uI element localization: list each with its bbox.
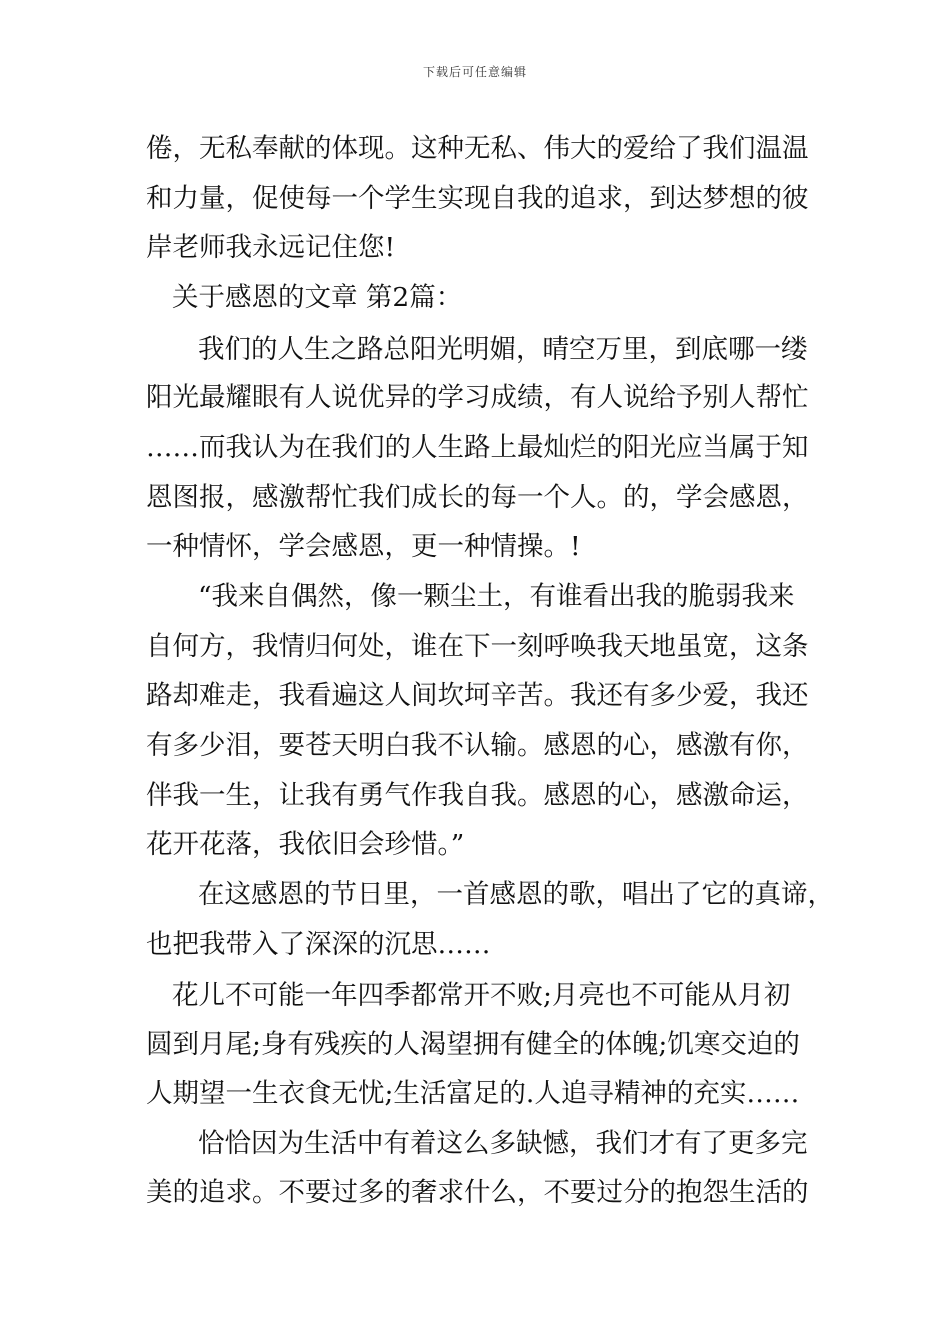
text-line: 一种情怀，学会感恩，更一种情操。!: [146, 531, 581, 562]
text-line: 花开花落，我依旧会珍惜。”: [146, 829, 465, 860]
text-line: 花儿不可能一年四季都常开不败;月亮也不可能从月初: [172, 980, 791, 1011]
page-header-note: 下载后可任意编辑: [422, 65, 527, 79]
text-line: “我来自偶然，像一颗尘土，有谁看出我的脆弱我来: [198, 581, 795, 612]
text-line: 岸老师我永远记住您!: [146, 232, 396, 263]
text-line: 恩图报，感激帮忙我们成长的每一个人。的，学会感恩，: [146, 482, 809, 513]
text-line: ……而我认为在我们的人生路上最灿烂的阳光应当属于知: [146, 432, 809, 463]
text-line: 我们的人生之路总阳光明媚，晴空万里，到底哪一缕: [198, 334, 808, 365]
text-line: 路却难走，我看遍这人间坎坷辛苦。我还有多少爱，我还: [146, 680, 809, 711]
text-line: 阳光最耀眼有人说优异的学习成绩，有人说给予别人帮忙: [146, 382, 809, 413]
text-line: 也把我带入了深深的沉思……: [146, 929, 491, 960]
text-line: 在这感恩的节日里，一首感恩的歌，唱出了它的真谛，: [198, 879, 834, 910]
text-line: 自何方，我情归何处，谁在下一刻呼唤我天地虽宽，这条: [146, 631, 809, 662]
text-line: 美的追求。不要过多的奢求什么，不要过分的抱怨生活的: [146, 1177, 809, 1208]
text-line: 圆到月尾;身有残疾的人渴望拥有健全的体魄;饥寒交迫的: [146, 1029, 800, 1060]
text-line: 伴我一生，让我有勇气作我自我。感恩的心，感激命运，: [146, 780, 809, 811]
text-line: 恰恰因为生活中有着这么多缺憾，我们才有了更多完: [198, 1128, 808, 1159]
text-line: 倦，无私奉献的体现。这种无私、伟大的爱给了我们温温: [146, 133, 809, 164]
text-line: 和力量，促使每一个学生实现自我的追求，到达梦想的彼: [146, 183, 809, 214]
text-line: 有多少泪，要苍天明白我不认输。感恩的心，感激有你，: [146, 730, 809, 761]
text-line: 人期望一生衣食无忧;生活富足的.人追寻精神的充实……: [146, 1078, 800, 1109]
section-heading: 关于感恩的文章 第2篇：: [172, 282, 463, 313]
